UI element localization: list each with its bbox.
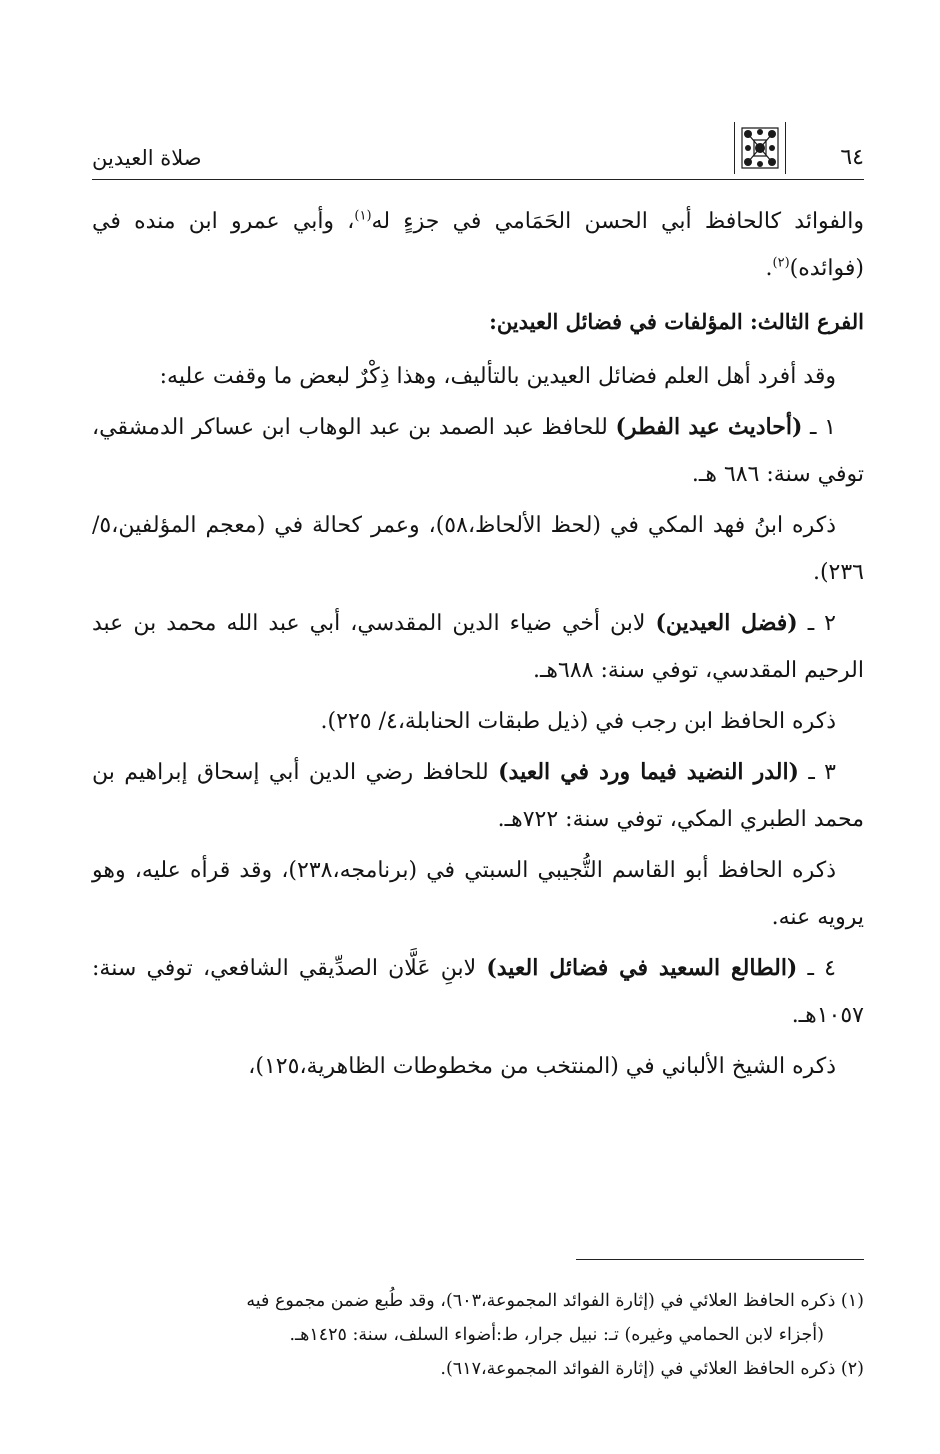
page-header (92, 118, 864, 180)
page-number: ٦٤ (840, 145, 864, 170)
book-title-3: (الدر النضيد فيما ورد في العيد) (498, 759, 799, 785)
book-title-4: (الطالع السعيد في فضائل العيد) (486, 955, 798, 981)
list-item-2: ٢ ـ (فضل العيدين) لابن أخي ضياء الدين المقدسي، أبي عبد الله محمد بن عبد الرحيم المقدسي، توفي سنة: ٦٨٨هـ. (92, 610, 864, 683)
floral-ornament-icon (734, 122, 786, 174)
footnote-1-continuation: (أجزاء لابن الحمامي وغيره) تـ: نبيل جرار، ط:أضواء السلف، سنة: ١٤٢٥هـ. (289, 1325, 824, 1345)
book-title-1: (أحاديث عيد الفطر) (615, 414, 803, 440)
list-item-4: ٤ ـ (الطالع السعيد في فضائل العيد) لابنِ عَلَّان الصدِّيقي الشافعي، توفي سنة: ١٠٥٧هـ. (92, 955, 864, 1028)
main-text (92, 198, 864, 1094)
source-note-4: ذكره الشيخ الألباني في (المنتخب من مخطوطات الظاهرية،١٢٥)، (248, 1054, 836, 1079)
footnote-1: (١) ذكره الحافظ العلائي في (إثارة الفوائد المجموعة،٦٠٣)، وقد طُبع ضمن مجموع فيه (246, 1291, 864, 1311)
paragraph-fawaid: والفوائد كالحافظ أبي الحسن الحَمَامي في جزءٍ له$^{(١)}$، وأبي عمرو ابن منده في (فوائده)$^{(٢)}$. (92, 208, 864, 281)
intro-paragraph: وقد أفرد أهل العلم فضائل العيدين بالتأليف، وهذا ذِكْرٌ لبعض ما وقفت عليه: (159, 364, 836, 389)
source-note-3: ذكره الحافظ أبو القاسم التُّجيبي السبتي في (برنامجه،٢٣٨)، وقد قرأه عليه، وهو يرويه عنه. (92, 858, 864, 930)
header-rule (92, 179, 864, 180)
source-note-2: ذكره الحافظ ابن رجب في (ذيل طبقات الحنابلة،٤/ ٢٢٥). (320, 709, 836, 734)
footnote-rule (576, 1259, 864, 1260)
footnotes (92, 1284, 864, 1386)
list-item-3: ٣ ـ (الدر النضيد فيما ورد في العيد) للحافظ رضي الدين أبي إسحاق إبراهيم بن محمد الطبري المكي، توفي سنة: ٧٢٢هـ. (92, 759, 864, 832)
list-item-1: ١ ـ (أحاديث عيد الفطر) للحافظ عبد الصمد بن عبد الوهاب ابن عساكر الدمشقي، توفي سنة: ٦٨٦ هـ. (92, 414, 864, 487)
footnote-2: (٢) ذكره الحافظ العلائي في (إثارة الفوائد المجموعة،٦١٧). (440, 1359, 864, 1379)
footnote-ref-2[interactable]: (٢) (772, 255, 790, 271)
footnote-ref-1[interactable]: (١) (354, 208, 372, 224)
book-title-2: (فضل العيدين) (655, 610, 798, 636)
source-note-1: ذكره ابنُ فهد المكي في (لحظ الألحاظ،٥٨)، وعمر كحالة في (معجم المؤلفين،٥/ ٢٣٦). (92, 513, 864, 585)
running-title: صلاة العيدين (92, 146, 202, 170)
section-heading: الفرع الثالث: المؤلفات في فضائل العيدين: (489, 309, 864, 334)
